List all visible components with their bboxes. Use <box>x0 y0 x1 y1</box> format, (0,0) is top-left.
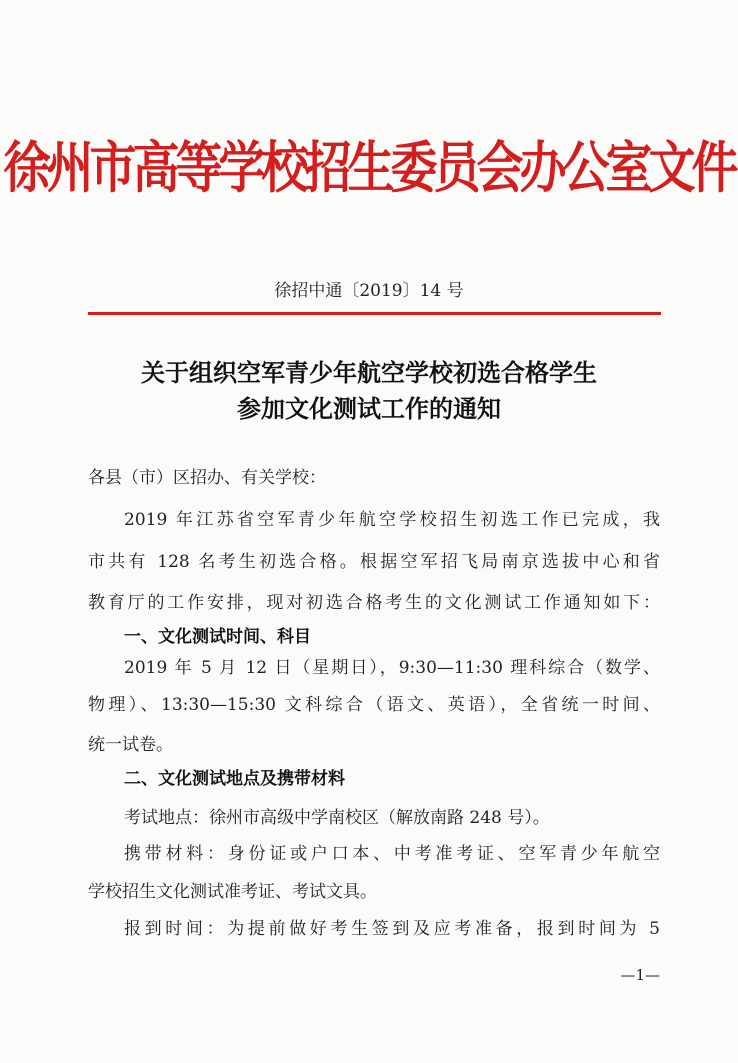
notice-title-line-1: 关于组织空军青少年航空学校初选合格学生 <box>141 358 597 387</box>
paragraph-3-line-1: 考试地点：徐州市高级中学南校区（解放南路 248 号）。 <box>124 808 550 828</box>
paragraph-2-line-3: 统一试卷。 <box>88 735 173 755</box>
section-heading-2: 二、文化测试地点及携带材料 <box>124 769 345 789</box>
paragraph-5-line-1: 报到时间：为提前做好考生签到及应考准备，报到时间为 5 <box>124 919 660 939</box>
page-number: —1— <box>620 966 660 984</box>
notice-title-line-2: 参加文化测试工作的通知 <box>237 394 501 423</box>
paragraph-2-line-1: 2019 年 5 月 12 日（星期日），9:30—11:30 理科综合（数学、 <box>124 658 660 678</box>
paragraph-1-line-1: 2019 年江苏省空军青少年航空学校招生初选工作已完成，我 <box>124 510 660 530</box>
document-number: 徐招中通〔2019〕14 号 <box>274 281 464 301</box>
paragraph-4-line-2: 学校招生文化测试准考证、考试文具。 <box>88 882 377 902</box>
issuing-office-header: 徐州市高等学校招生委员会办公室文件 <box>3 136 735 202</box>
salutation: 各县（市）区招办、有关学校： <box>88 468 326 488</box>
paragraph-2-line-2: 物理）、13:30—15:30 文科综合（语文、英语），全省统一时间、 <box>88 695 660 715</box>
section-heading-1: 一、文化测试时间、科目 <box>124 627 311 647</box>
paragraph-4-line-1: 携带材料：身份证或户口本、中考准考证、空军青少年航空 <box>124 844 660 864</box>
paragraph-1-line-2: 市共有 128 名考生初选合格。根据空军招飞局南京选拔中心和省 <box>88 552 660 572</box>
paragraph-1-line-3: 教育厅的工作安排，现对初选合格考生的文化测试工作通知如下： <box>88 593 660 613</box>
header-divider <box>88 312 661 315</box>
